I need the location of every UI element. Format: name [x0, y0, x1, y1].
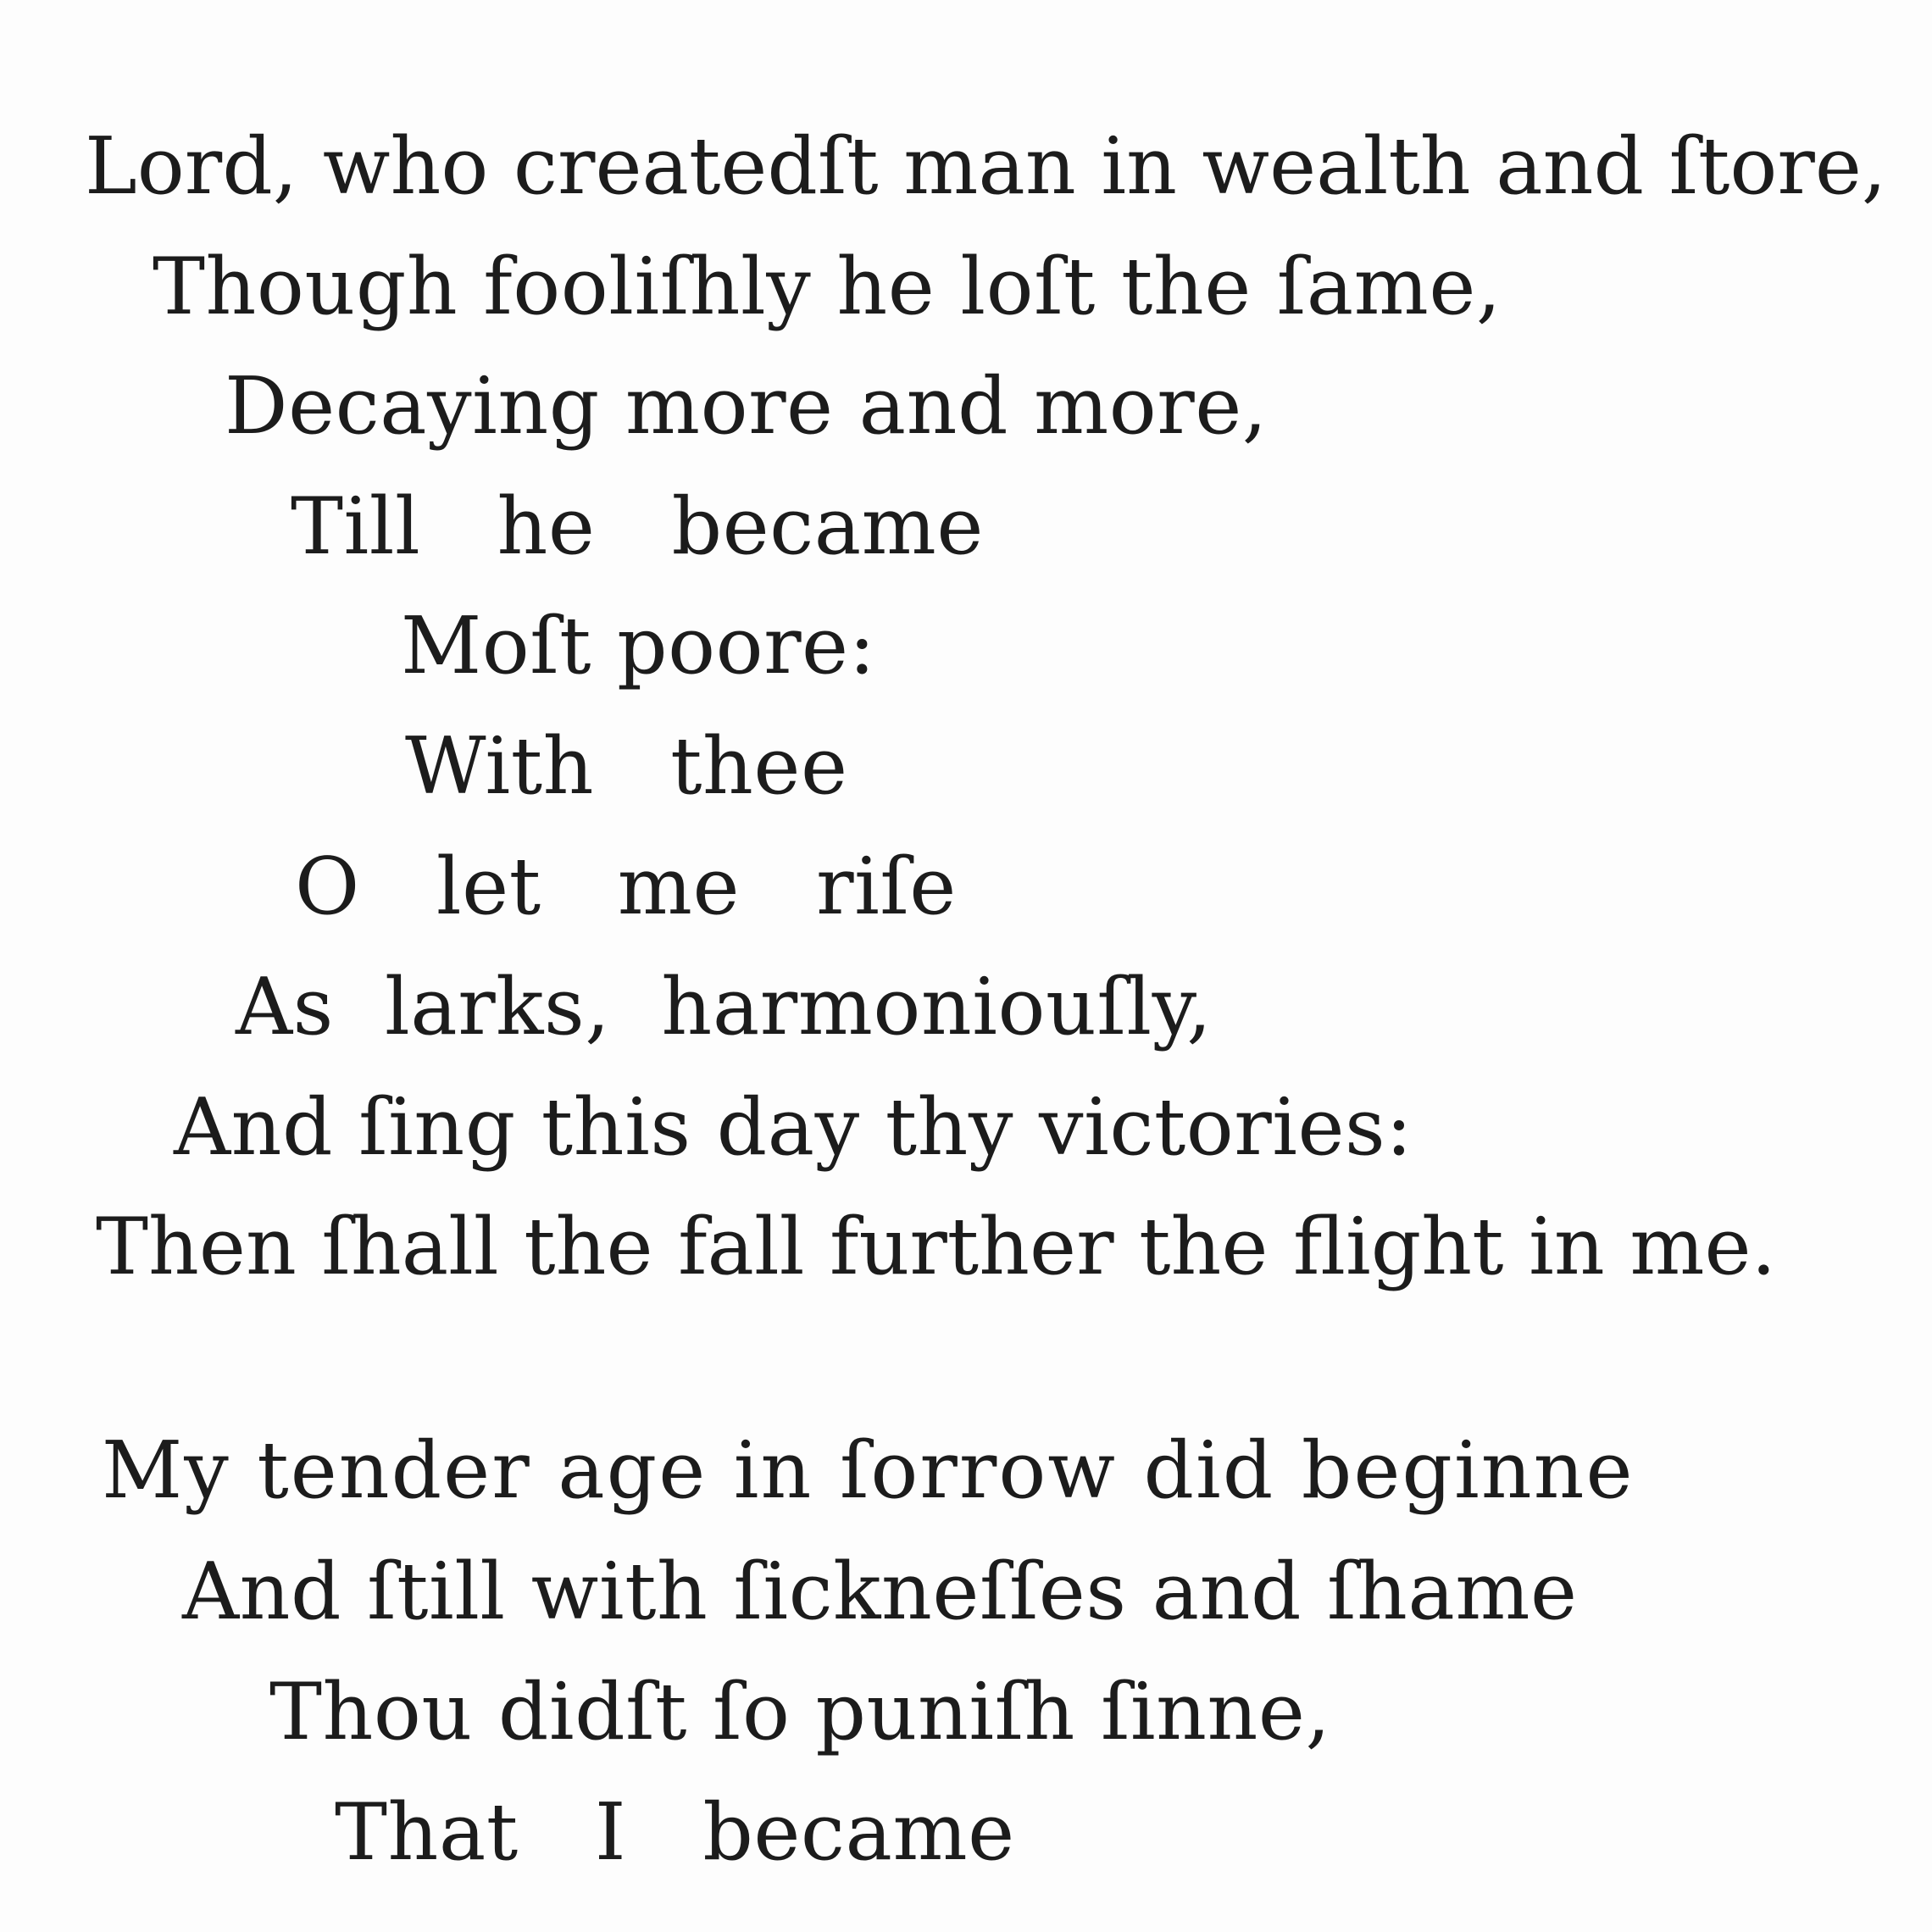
poem-line: Thou didſt ſo puniſh ſinne,	[269, 1666, 1331, 1757]
poem-line: As larks, harmoniouſly,	[236, 961, 1213, 1052]
poem-line: And ſing this day thy victories:	[174, 1081, 1413, 1173]
poem-line: Then ſhall the fall further the flight in me.	[96, 1201, 1777, 1292]
poem-line: That I became	[335, 1786, 1015, 1878]
poem-line: Decaying more and more,	[225, 360, 1268, 452]
poem-line: O let me riſe	[295, 841, 957, 932]
poem-line: With thee	[405, 720, 848, 812]
poem-line: Though fooliſhly he loſt the ſame,	[153, 241, 1502, 332]
poem-line: Lord, who createdſt man in wealth and ſtore,	[85, 120, 1887, 212]
poem-line: Till he became	[291, 480, 984, 572]
poem-line: Moſt poore:	[401, 600, 876, 691]
poem-line: My tender age in ſorrow did beginne	[102, 1424, 1635, 1516]
poem-line: And ſtill with ſickneſſes and ſhame	[182, 1546, 1578, 1637]
